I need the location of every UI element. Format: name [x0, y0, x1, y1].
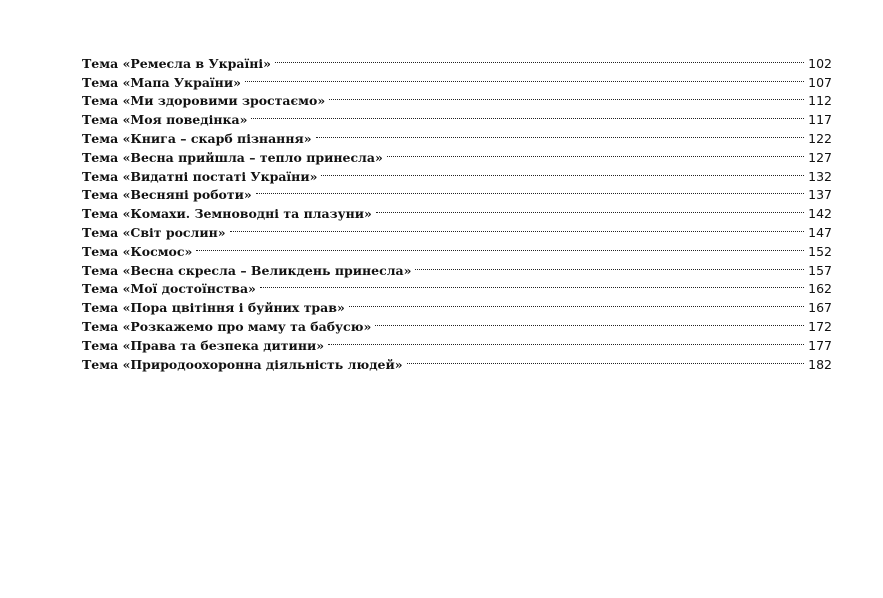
toc-entry-page: 127 [808, 149, 832, 165]
dot-leader [260, 275, 804, 294]
dot-leader [329, 87, 804, 106]
toc-entry-page: 152 [808, 243, 832, 259]
toc-entry-title: Тема «Моя поведінка» [82, 112, 248, 128]
toc-entry-page: 112 [808, 93, 832, 109]
dot-leader [316, 124, 805, 143]
dot-leader [256, 181, 804, 200]
toc-entry-page: 157 [808, 262, 832, 278]
toc-entry-page: 132 [808, 168, 832, 184]
toc-entry-title: Тема «Ми здоровими зростаємо» [82, 93, 326, 109]
dot-leader [376, 199, 804, 218]
dot-leader [387, 143, 804, 162]
toc-entry-title: Тема «Книга – скарб пізнання» [82, 130, 312, 146]
toc-entry-title: Тема «Весна прийшла – тепло принесла» [82, 149, 383, 165]
dot-leader [230, 218, 805, 237]
toc-entry-page: 142 [808, 206, 832, 222]
toc-entry-page: 162 [808, 281, 832, 297]
dot-leader [328, 331, 804, 350]
toc-entry-title: Тема «Розкажемо про маму та бабусю» [82, 318, 372, 334]
dot-leader [321, 162, 804, 181]
table-of-contents [82, 49, 832, 372]
toc-entry-title: Тема «Світ рослин» [82, 224, 226, 240]
toc-entry-title: Тема «Пора цвітіння і буйних трав» [82, 300, 345, 316]
toc-entry-page: 177 [808, 337, 832, 353]
dot-leader [415, 256, 804, 275]
dot-leader [245, 68, 804, 87]
toc-entry-title: Тема «Ремесла в Україні» [82, 55, 271, 71]
toc-entry-page: 167 [808, 300, 832, 316]
toc-entry-title: Тема «Мапа України» [82, 74, 241, 90]
toc-entry [82, 256, 832, 278]
dot-leader [275, 49, 804, 68]
dot-leader [375, 312, 804, 331]
dot-leader [349, 293, 804, 312]
dot-leader [196, 237, 804, 256]
dot-leader [407, 350, 805, 369]
toc-entry-title: Тема «Комахи. Земноводні та плазуни» [82, 206, 372, 222]
toc-entry-title: Тема «Весна скресла – Великдень принесла» [82, 262, 412, 278]
toc-entry-page: 137 [808, 187, 832, 203]
dot-leader [251, 105, 804, 124]
toc-entry [82, 49, 832, 71]
toc-entry-title: Тема «Видатні постаті України» [82, 168, 318, 184]
toc-entry-title: Тема «Весняні роботи» [82, 187, 252, 203]
toc-entry-page: 122 [808, 130, 832, 146]
toc-entry-page: 147 [808, 224, 832, 240]
toc-entry-page: 107 [808, 74, 832, 90]
toc-entry-page: 182 [808, 356, 832, 372]
toc-entry-page: 117 [808, 112, 832, 128]
toc-entry-title: Тема «Мої достоїнства» [82, 281, 256, 297]
toc-entry-title: Тема «Права та безпека дитини» [82, 337, 325, 353]
toc-entry-page: 172 [808, 318, 832, 334]
toc-entry-title: Тема «Космос» [82, 243, 193, 259]
toc-entry-title: Тема «Природоохоронна діяльність людей» [82, 356, 403, 372]
toc-entry-page: 102 [808, 55, 832, 71]
